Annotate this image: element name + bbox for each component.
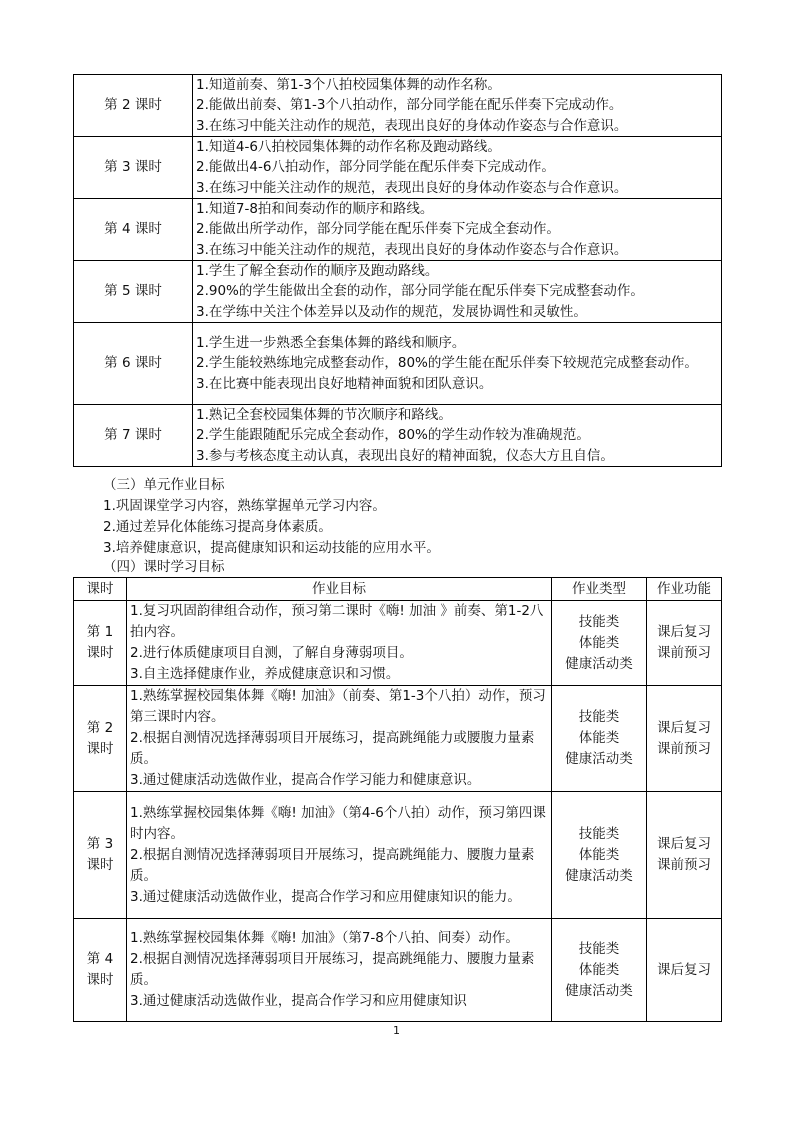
type-line: 体能类 (578, 730, 620, 746)
section3-item-3: 3.培养健康意识，提高健康知识和运动技能的应用水平。 (103, 540, 440, 556)
lesson-goals-table (73, 74, 722, 467)
goal-line: 1.知道4-6八拍校园集体舞的动作名称及跑动路线。 (196, 139, 501, 156)
type-line: 健康活动类 (565, 982, 633, 999)
goal-line: 1.熟记全套校园集体舞的节次顺序和路线。 (196, 407, 452, 424)
homework-row (74, 919, 722, 1022)
lesson-label-part: 课时 (86, 645, 114, 661)
goal-line: 2.进行体质健康项目自测，了解自身薄弱项目。 (130, 645, 413, 661)
homework-type (552, 601, 647, 686)
type-line: 技能类 (578, 613, 620, 630)
goal-line: 3.参与考核态度主动认真，表现出良好的精神面貌，仪态大方且自信。 (196, 447, 614, 464)
homework-row (74, 792, 722, 919)
homework-goals (127, 919, 552, 1022)
lesson-label-part: 课时 (86, 857, 114, 873)
type-line: 健康活动类 (565, 867, 633, 884)
lesson-goals (193, 199, 722, 261)
goal-line: 3.在练习中能关注动作的规范，表现出良好的身体动作姿态与合作意识。 (196, 117, 628, 134)
type-line: 体能类 (578, 634, 620, 651)
goal-line: 1.熟练掌握校园集体舞《嗨! 加油》（第7-8个八拍、间奏）动作。 (130, 930, 519, 946)
lesson-goals (193, 75, 722, 137)
lesson-row (74, 405, 722, 467)
goal-line: 3.自主选择健康作业，养成健康意识和习惯。 (130, 666, 400, 682)
goal-line: 2.根据自测情况选择薄弱项目开展练习，提高跳绳能力或腰腹力量素质。 (130, 730, 535, 767)
section4-heading: （四）课时学习目标 (103, 559, 225, 575)
homework-goals-table (73, 577, 722, 1022)
homework-function (647, 686, 722, 792)
lesson-row (74, 261, 722, 323)
function-line: 课前预习 (657, 857, 711, 873)
goal-line: 2.90%的学生能做出全套的动作，部分同学能在配乐伴奏下完成整套动作。 (196, 283, 644, 300)
homework-type (552, 792, 647, 919)
header-function: 作业功能 (647, 578, 722, 601)
homework-goals (127, 792, 552, 919)
goal-line: 3.在练习中能关注动作的规范，表现出良好的身体动作姿态与合作意识。 (196, 241, 628, 258)
type-line: 健康活动类 (565, 655, 633, 672)
goal-line: 2.根据自测情况选择薄弱项目开展练习，提高跳绳能力、腰腹力量素质。 (130, 951, 535, 988)
homework-header-row (74, 578, 722, 601)
homework-row (74, 601, 722, 686)
function-line: 课前预习 (657, 645, 711, 661)
goal-line: 1.知道前奏、第1-3个八拍校园集体舞的动作名称。 (196, 77, 501, 94)
lesson-label: 第 3 课时 (74, 137, 193, 199)
function-line: 课前预习 (657, 740, 711, 757)
goal-line: 1.复习巩固韵律组合动作，预习第二课时《嗨! 加油 》前奏、第1-2八拍内容。 (130, 603, 544, 640)
homework-goals (127, 686, 552, 792)
goal-line: 1.熟练掌握校园集体舞《嗨! 加油》（第4-6个八拍）动作，预习第四课时内容。 (130, 804, 546, 842)
homework-lesson (74, 792, 127, 919)
lesson-label-part: 课时 (86, 740, 114, 757)
goal-line: 1.学生了解全套动作的顺序及跑动路线。 (196, 263, 439, 280)
goal-line: 1.学生进一步熟悉全套集体舞的路线和顺序。 (196, 335, 466, 352)
function-line: 课后复习 (657, 836, 711, 852)
section3-item-1: 1.巩固课堂学习内容，熟练掌握单元学习内容。 (103, 498, 386, 514)
section3-item-2: 2.通过差异化体能练习提高身体素质。 (103, 519, 332, 535)
type-line: 技能类 (578, 709, 620, 725)
goal-line: 1.熟练掌握校园集体舞《嗨! 加油》（前奏、第1-3个八拍）动作，预习第三课时内容。 (130, 688, 546, 725)
lesson-row (74, 75, 722, 137)
function-line: 课后复习 (657, 961, 711, 978)
goal-line: 3.通过健康活动选做作业，提高合作学习和应用健康知识的能力。 (130, 888, 521, 905)
goal-line: 2.能做出所学动作，部分同学能在配乐伴奏下完成全套动作。 (196, 221, 560, 238)
type-line: 体能类 (578, 846, 620, 863)
lesson-label: 第 6 课时 (74, 323, 193, 405)
goal-line: 2.能做出前奏、第1-3个八拍动作，部分同学能在配乐伴奏下完成动作。 (196, 97, 623, 114)
goal-line: 1.知道7-8拍和间奏动作的顺序和路线。 (196, 201, 434, 218)
homework-lesson (74, 919, 127, 1022)
goal-line: 2.学生能较熟练地完成整套动作，80%的学生能在配乐伴奏下较规范完成整套动作。 (196, 355, 698, 372)
type-line: 技能类 (578, 825, 620, 842)
homework-type (552, 919, 647, 1022)
section3-heading: （三）单元作业目标 (103, 477, 225, 493)
homework-lesson (74, 686, 127, 792)
lesson-label: 第 5 课时 (74, 261, 193, 323)
header-lesson: 课时 (74, 578, 127, 601)
lesson-label: 第 4 课时 (74, 199, 193, 261)
lesson-label-part: 课时 (86, 972, 114, 988)
lesson-row (74, 137, 722, 199)
function-line: 课后复习 (657, 719, 711, 736)
type-line: 体能类 (578, 961, 620, 978)
homework-function (647, 919, 722, 1022)
lesson-row (74, 199, 722, 261)
lesson-goals (193, 137, 722, 199)
homework-lesson (74, 601, 127, 686)
lesson-label: 第 2 课时 (74, 75, 193, 137)
lesson-goals (193, 405, 722, 467)
type-line: 技能类 (578, 940, 620, 957)
homework-row (74, 686, 722, 792)
lesson-goals (193, 261, 722, 323)
goal-line: 3.在学练中关注个体差异以及动作的规范，发展协调性和灵敏性。 (196, 303, 587, 320)
page-number: 1 (393, 1024, 400, 1037)
homework-function (647, 792, 722, 919)
lesson-label: 第 7 课时 (74, 405, 193, 467)
lesson-label-part: 第 2 (86, 719, 114, 736)
type-line: 健康活动类 (565, 751, 633, 767)
goal-line: 3.通过健康活动选做作业，提高合作学习和应用健康知识 (130, 993, 467, 1009)
homework-function (647, 601, 722, 686)
lesson-label-part: 第 1 (86, 624, 114, 640)
lesson-label-part: 第 4 (86, 951, 114, 967)
lesson-label-part: 第 3 (86, 836, 114, 852)
goal-line: 3.通过健康活动选做作业，提高合作学习能力和健康意识。 (130, 772, 481, 788)
homework-goals (127, 601, 552, 686)
header-type: 作业类型 (552, 578, 647, 601)
function-line: 课后复习 (657, 624, 711, 640)
goal-line: 3.在比赛中能表现出良好地精神面貌和团队意识。 (196, 375, 493, 392)
goal-line: 3.在练习中能关注动作的规范，表现出良好的身体动作姿态与合作意识。 (196, 179, 628, 196)
lesson-goals (193, 323, 722, 405)
homework-type (552, 686, 647, 792)
goal-line: 2.根据自测情况选择薄弱项目开展练习，提高跳绳能力、腰腹力量素质。 (130, 846, 535, 884)
goal-line: 2.学生能跟随配乐完成全套动作，80%的学生动作较为准确规范。 (196, 427, 590, 444)
goal-line: 2.能做出4-6八拍动作，部分同学能在配乐伴奏下完成动作。 (196, 159, 555, 176)
lesson-row (74, 323, 722, 405)
header-goals: 作业目标 (127, 578, 552, 601)
